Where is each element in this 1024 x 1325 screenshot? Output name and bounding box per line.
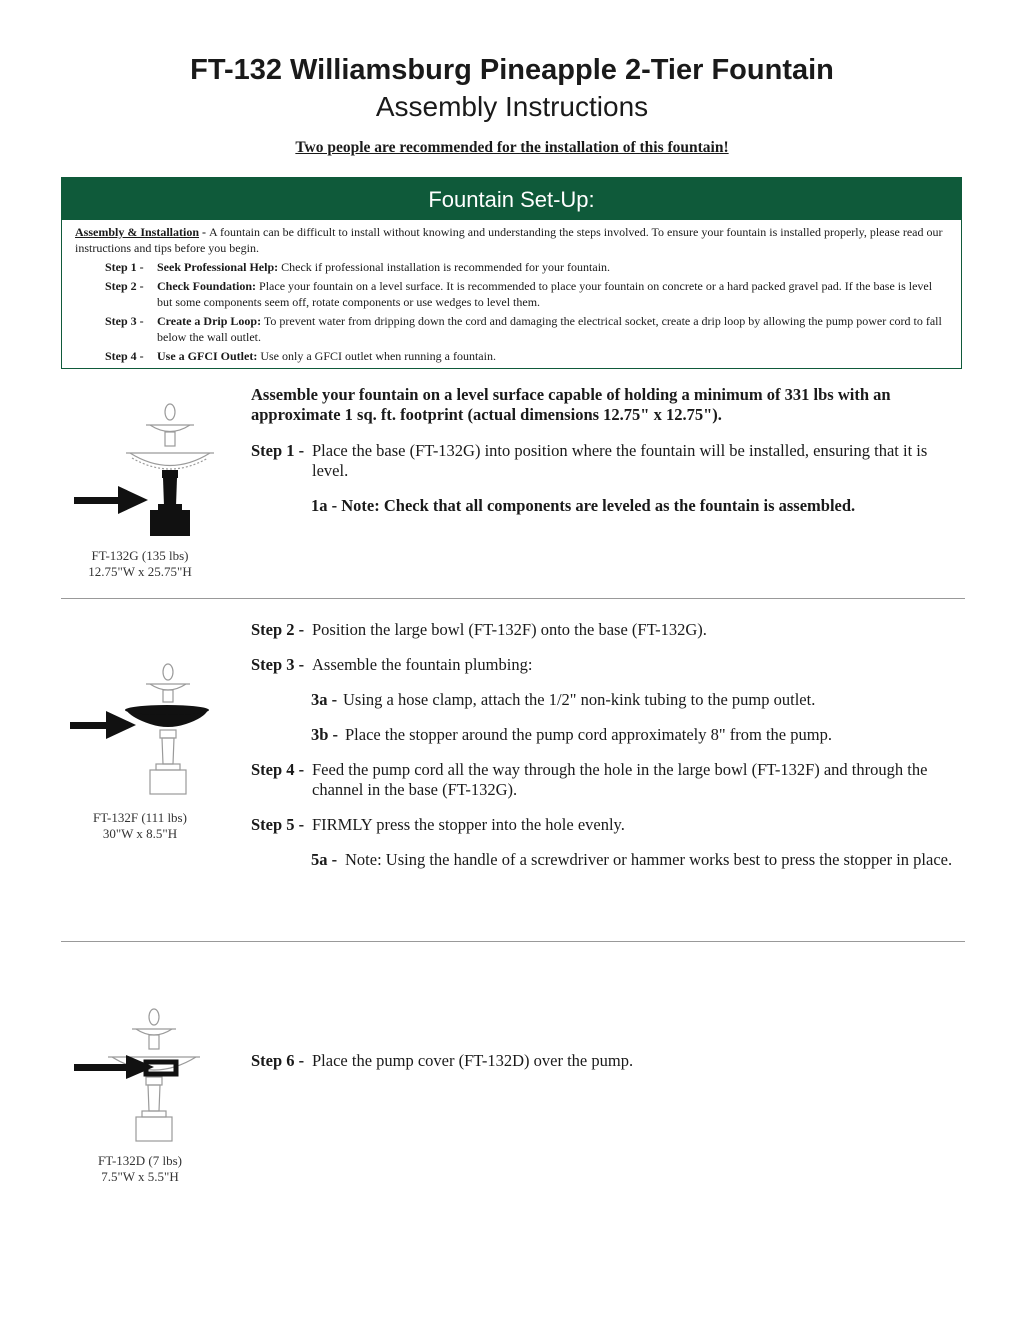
setup-step-title: Create a Drip Loop:: [157, 314, 262, 328]
setup-step-3: [75, 313, 947, 345]
step-2: [251, 620, 961, 640]
setup-heading: Fountain Set-Up:: [62, 178, 961, 220]
step-text: Position the large bowl (FT-132F) onto the base (FT-132G).: [312, 620, 707, 639]
substep-label: 3a -: [311, 690, 338, 709]
step-label: Step 6 -: [251, 1051, 305, 1070]
substep-text: Place the stopper around the pump cord approximately 8" from the pump.: [345, 725, 832, 744]
caption-line: 30"W x 8.5"H: [102, 826, 178, 841]
caption-line: FT-132G (135 lbs): [91, 548, 189, 563]
bowl-caption: [60, 810, 220, 842]
caption-line: FT-132F (111 lbs): [93, 810, 187, 825]
step-label: Step 1 -: [251, 441, 305, 460]
step-text: FIRMLY press the stopper into the hole evenly.: [312, 815, 625, 834]
step-label: Step 4 -: [251, 760, 305, 779]
substep-3b: [311, 725, 961, 745]
large-bowl-illustration: [66, 660, 216, 800]
setup-step-number: Step 3 -: [105, 314, 144, 328]
section-divider: [61, 598, 965, 599]
setup-step-text: To prevent water from dripping down the cord and damaging the electrical socket, create a drip loop by allowing the pump power cord to fall below the wall outlet.: [157, 314, 942, 344]
fountain-setup-box: [61, 177, 962, 369]
setup-intro: [75, 224, 947, 256]
installation-notice: Two people are recommended for the installation of this fountain!: [295, 139, 729, 156]
substep-5a: [311, 850, 961, 870]
substep-text: Using a hose clamp, attach the 1/2" non-kink tubing to the pump outlet.: [343, 690, 816, 709]
step-text: Assemble the fountain plumbing:: [312, 655, 533, 674]
substep-3a: [311, 690, 961, 710]
base-caption: [60, 548, 220, 580]
setup-body: [75, 224, 947, 364]
substep-text: Note: Using the handle of a screwdriver or hammer works best to press the stopper in place.: [345, 850, 953, 869]
fountain-base-illustration: [66, 398, 226, 540]
caption-line: 7.5"W x 5.5"H: [101, 1169, 179, 1184]
setup-step-4: [75, 348, 947, 364]
step-label: Step 5 -: [251, 815, 305, 834]
setup-intro-separator: -: [199, 225, 210, 239]
pump-cover-illustration: [66, 1005, 216, 1147]
step-3: [251, 655, 961, 675]
caption-line: 12.75"W x 25.75"H: [88, 564, 192, 579]
setup-step-text: Place your fountain on a level surface. It is recommended to place your fountain on concrete or a hard packed gravel pad. If the base is level but some components seem off, rotate components or use wedges to level them.: [157, 279, 933, 309]
setup-step-number: Step 4 -: [105, 349, 144, 363]
step-text: Place the base (FT-132G) into position where the fountain will be installed, ensuring that it is level.: [312, 441, 928, 480]
setup-step-number: Step 1 -: [105, 260, 144, 274]
step-label: Step 3 -: [251, 655, 305, 674]
setup-step-2: [75, 278, 947, 310]
section1-intro: Assemble your fountain on a level surface capable of holding a minimum of 331 lbs with an approximate 1 sq. ft. footprint (actual dimensions 12.75" x 12.75").: [251, 385, 891, 424]
setup-intro-label: Assembly & Installation: [75, 225, 200, 239]
document-subtitle: Assembly Instructions: [375, 91, 649, 122]
setup-step-title: Use a GFCI Outlet:: [157, 349, 258, 363]
step-1: [251, 441, 961, 481]
setup-step-text: Use only a GFCI outlet when running a fountain.: [260, 349, 496, 363]
setup-step-1: [75, 259, 947, 275]
setup-step-text: Check if professional installation is recommended for your fountain.: [281, 260, 611, 274]
note-1a: 1a - Note: Check that all components are leveled as the fountain is assembled.: [311, 496, 856, 515]
step-label: Step 2 -: [251, 620, 305, 639]
section-divider: [61, 941, 965, 942]
document-title: FT-132 Williamsburg Pineapple 2-Tier Fountain: [190, 54, 834, 86]
setup-step-title: Check Foundation:: [157, 279, 257, 293]
setup-step-title: Seek Professional Help:: [157, 260, 279, 274]
setup-step-number: Step 2 -: [105, 279, 144, 293]
substep-label: 5a -: [311, 850, 338, 869]
pump-cover-caption: [60, 1153, 220, 1185]
step-text: Place the pump cover (FT-132D) over the pump.: [312, 1051, 634, 1070]
step-6: [251, 1051, 961, 1071]
caption-line: FT-132D (7 lbs): [97, 1153, 183, 1168]
step-4: [251, 760, 961, 800]
step-5: [251, 815, 961, 835]
step-text: Feed the pump cord all the way through the hole in the large bowl (FT-132F) and through the channel in the base (FT-132G).: [312, 760, 928, 799]
setup-intro-text: A fountain can be difficult to install without knowing and understanding the steps involved. To ensure your fountain is installed properly, please read our instructions and tips before you begin.: [75, 225, 943, 255]
substep-label: 3b -: [311, 725, 339, 744]
